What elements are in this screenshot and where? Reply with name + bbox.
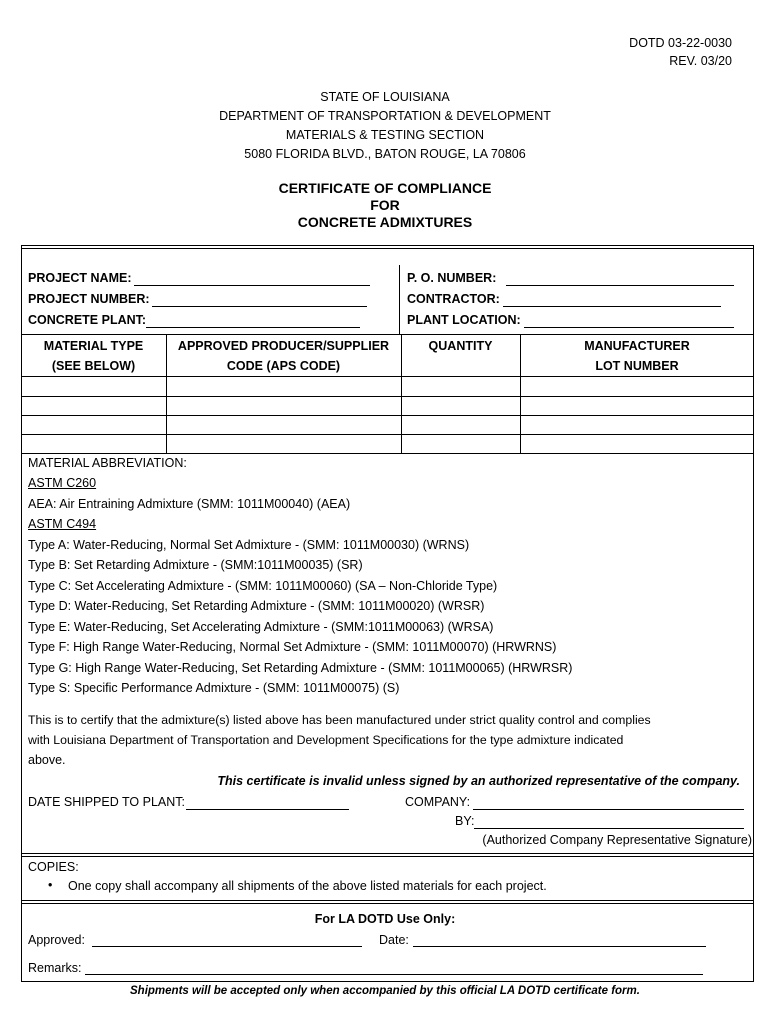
title-certificate: CERTIFICATE OF COMPLIANCE (278, 180, 492, 196)
dotd-top-rule-double (21, 903, 754, 904)
project-number-label: PROJECT NUMBER: (28, 292, 150, 306)
material-type-c: Type C: Set Accelerating Admixture - (SMM: 1011M00060) (SA – Non-Chloride Type) (28, 579, 498, 593)
material-aea: AEA: Air Entraining Admixture (SMM: 1011M00040) (AEA) (28, 497, 351, 511)
copies-heading: COPIES: (28, 860, 79, 874)
material-abbreviation-heading: MATERIAL ABBREVIATION: (28, 456, 187, 470)
agency-department: DEPARTMENT OF TRANSPORTATION & DEVELOPMENT (219, 109, 551, 123)
certification-line-3: above. (28, 753, 66, 767)
plant-location-field[interactable] (524, 327, 734, 328)
date-shipped-label: DATE SHIPPED TO PLANT: (28, 795, 185, 809)
col-aps-code-subheader: CODE (APS CODE) (226, 359, 341, 373)
agency-address: 5080 FLORIDA BLVD., BATON ROUGE, LA 70806 (244, 147, 526, 161)
double-rule (21, 248, 754, 249)
col-lot-number-header: LOT NUMBER (595, 359, 679, 373)
project-name-field[interactable] (134, 285, 370, 286)
dotd-top-rule (21, 900, 754, 901)
table-top-rule (21, 334, 754, 335)
by-label: BY: (455, 814, 475, 828)
certification-line-1: This is to certify that the admixture(s) listed above has been manufactured under strict quality control and complies (28, 713, 651, 727)
dotd-date-label: Date: (379, 933, 409, 947)
signature-field[interactable] (474, 828, 744, 829)
col-manufacturer-header: MANUFACTURER (584, 339, 690, 353)
material-type-a: Type A: Water-Reducing, Normal Set Admixture - (SMM: 1011M00030) (WRNS) (28, 538, 470, 552)
remarks-label: Remarks: (28, 961, 82, 975)
po-number-field[interactable] (506, 285, 734, 286)
plant-location-label: PLANT LOCATION: (407, 313, 521, 327)
form-revision: REV. 03/20 (669, 54, 732, 68)
material-type-s: Type S: Specific Performance Admixture - (SMM: 1011M00075) (S) (28, 681, 400, 695)
company-field[interactable] (473, 809, 744, 810)
material-type-e: Type E: Water-Reducing, Set Accelerating Admixture - (SMM:1011M00063) (WRSA) (28, 620, 494, 634)
company-label: COMPANY: (405, 795, 471, 809)
approved-field[interactable] (92, 946, 362, 947)
bullet-icon: • (48, 878, 53, 892)
project-number-field[interactable] (152, 306, 367, 307)
approved-label: Approved: (28, 933, 85, 947)
form-number: DOTD 03-22-0030 (629, 36, 732, 50)
material-type-d: Type D: Water-Reducing, Set Retarding Admixture - (SMM: 1011M00020) (WRSR) (28, 599, 485, 613)
signature-caption: (Authorized Company Representative Signature) (482, 833, 752, 847)
col-aps-code-header: APPROVED PRODUCER/SUPPLIER (177, 339, 390, 353)
project-info-divider (399, 265, 400, 334)
date-shipped-field[interactable] (186, 809, 349, 810)
col-quantity-header: QUANTITY (428, 339, 493, 353)
material-type-b: Type B: Set Retarding Admixture - (SMM:1011M00035) (SR) (28, 558, 363, 572)
dotd-use-heading: For LA DOTD Use Only: (314, 912, 456, 926)
contractor-label: CONTRACTOR: (407, 292, 500, 306)
astm-c494-heading: ASTM C494 (28, 517, 97, 531)
invalid-notice: This certificate is invalid unless signed by an authorized representative of the company. (217, 774, 740, 788)
col-material-type-subheader: (SEE BELOW) (51, 359, 136, 373)
title-for: FOR (370, 197, 400, 213)
copies-top-rule (21, 853, 754, 854)
remarks-field[interactable] (85, 974, 703, 975)
agency-state: STATE OF LOUISIANA (320, 90, 450, 104)
contractor-field[interactable] (503, 306, 721, 307)
concrete-plant-label: CONCRETE PLANT: (28, 313, 147, 327)
project-name-label: PROJECT NAME: (28, 271, 132, 285)
po-number-label: P. O. NUMBER: (407, 271, 497, 285)
material-type-g: Type G: High Range Water-Reducing, Set Retarding Admixture - (SMM: 1011M00065) (HRWRSR) (28, 661, 573, 675)
title-concrete-admixtures: CONCRETE ADMIXTURES (297, 214, 473, 230)
copies-instruction: One copy shall accompany all shipments of the above listed materials for each project. (68, 879, 547, 893)
footer-notice: Shipments will be accepted only when accompanied by this official LA DOTD certificate form. (130, 985, 640, 997)
col-material-type-header: MATERIAL TYPE (43, 339, 144, 353)
copies-top-rule-double (21, 856, 754, 857)
concrete-plant-field[interactable] (146, 327, 360, 328)
dotd-date-field[interactable] (413, 946, 706, 947)
certification-line-2: with Louisiana Department of Transportation and Development Specifications for the type admixture indicated (28, 733, 624, 747)
material-type-f: Type F: High Range Water-Reducing, Normal Set Admixture - (SMM: 1011M00070) (HRWRNS) (28, 640, 557, 654)
astm-c260-heading: ASTM C260 (28, 476, 97, 490)
agency-section: MATERIALS & TESTING SECTION (285, 128, 485, 142)
